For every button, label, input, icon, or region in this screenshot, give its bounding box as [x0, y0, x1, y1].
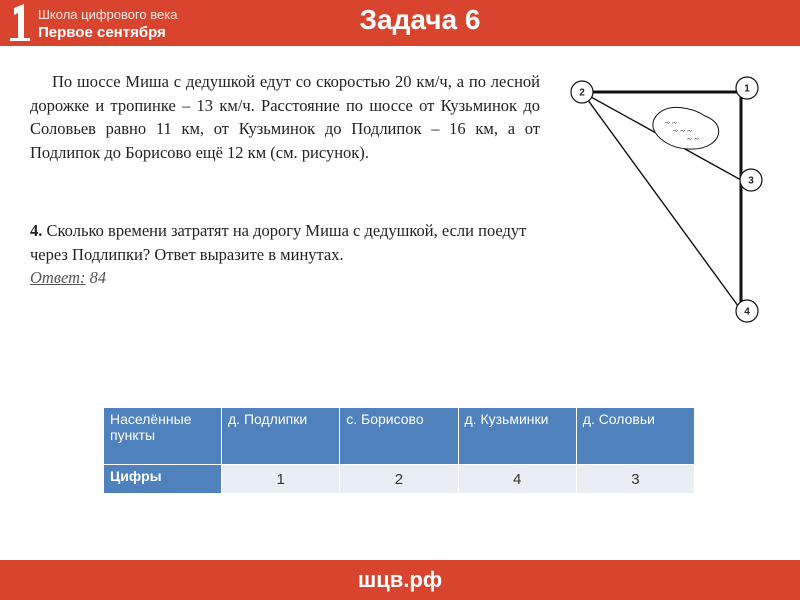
svg-text:~ ~: ~ ~	[665, 118, 677, 128]
problem-text: По шоссе Миша с дедушкой едут со скоростью 20 км/ч, а по лесной дорожке и тропинке – 13 км/ч. Расстояние по шоссе от Кузьминок до Соловьев равно 11 км, от Кузьминок до Подлипок – 16 км, а от Подлипок до Борисово ещё 12 км (см. рисунок).	[30, 72, 540, 162]
svg-text:3: 3	[748, 175, 754, 187]
node-1	[736, 77, 758, 99]
table-col-kuzminki: д. Кузьминки	[458, 408, 576, 465]
table-cell-solovyi: 3	[576, 465, 694, 494]
logo	[8, 4, 208, 44]
header-bar	[0, 0, 800, 46]
question-block	[30, 219, 550, 290]
logo-line2: Первое сентября	[38, 24, 166, 41]
table-col-borisovo: с. Борисово	[340, 408, 458, 465]
footer-site: шцв.рф	[357, 567, 443, 592]
svg-text:2: 2	[579, 87, 585, 99]
table-row	[104, 465, 695, 494]
table-cell-borisovo: 2	[340, 465, 458, 494]
svg-text:1: 1	[744, 83, 750, 95]
table-cell-podlipki: 1	[222, 465, 340, 494]
table-header-row	[104, 408, 695, 465]
settlements-table	[103, 407, 695, 494]
svg-text:4: 4	[744, 306, 750, 318]
svg-text:~ ~: ~ ~	[687, 134, 699, 144]
answer-value: 84	[85, 268, 107, 287]
answer-label: Ответ:	[30, 268, 86, 287]
table-row-label: Цифры	[104, 465, 222, 494]
question-number: 4.	[30, 221, 43, 240]
node-3	[740, 169, 762, 191]
question-text: Сколько времени затратят на дорогу Миша с дедушкой, если поедут через Подлипки? Ответ выразите в минутах.	[30, 221, 527, 264]
logo-line1: Школа цифрового века	[38, 7, 178, 22]
table-col-podlipki: д. Подлипки	[222, 408, 340, 465]
lake-icon	[653, 107, 719, 149]
route-diagram	[565, 70, 775, 330]
svg-text:~ ~ ~: ~ ~ ~	[673, 126, 693, 136]
node-4	[736, 300, 758, 322]
footer-bar	[0, 560, 800, 600]
table-cell-kuzminki: 4	[458, 465, 576, 494]
slide-title: Задача 6	[359, 4, 481, 35]
node-2	[571, 81, 593, 103]
logo-mark-icon	[8, 4, 32, 42]
table-header-label: Населённые пункты	[104, 408, 222, 465]
table-col-solovyi: д. Соловьи	[576, 408, 694, 465]
